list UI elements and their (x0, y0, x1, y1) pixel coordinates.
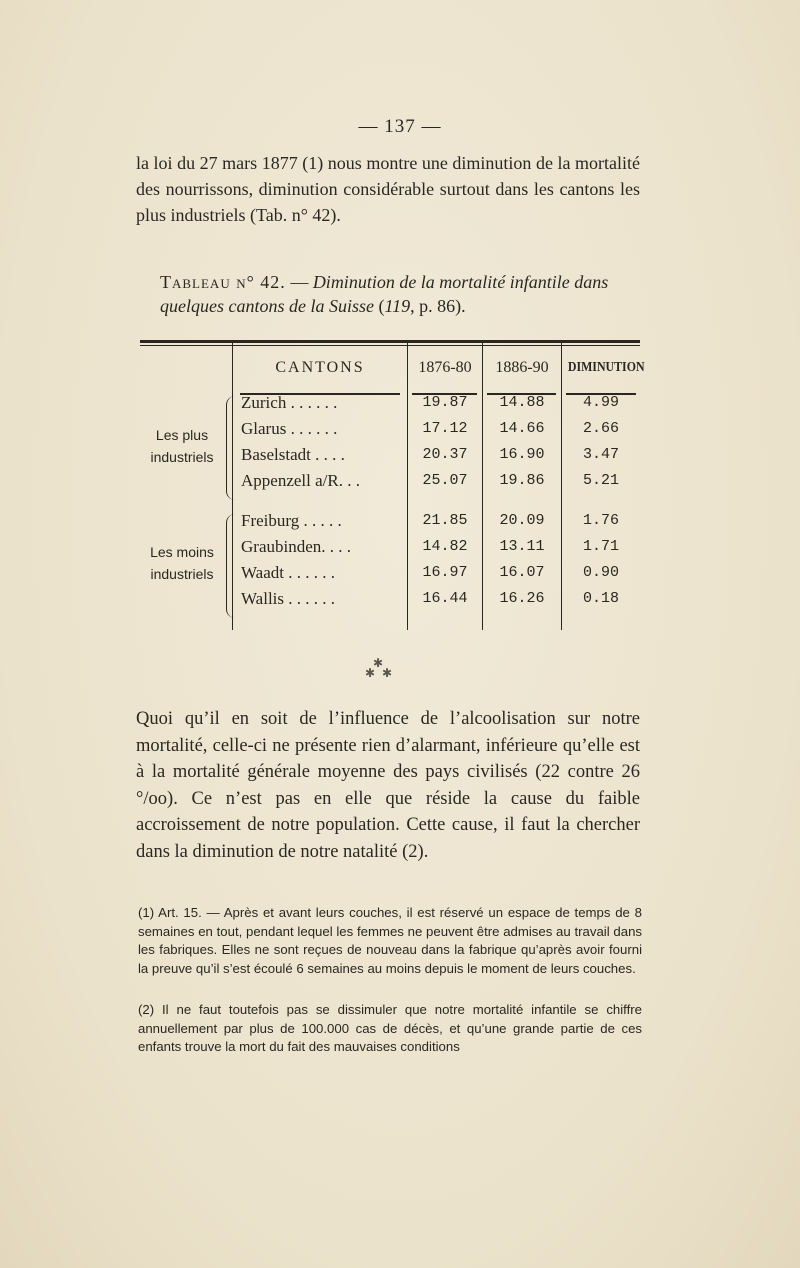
group-label-line: Les plus (155, 427, 209, 443)
cell-1886-90: 13.11 (499, 538, 545, 555)
footnote-2: (2) Il ne faut toutefois pas se dissimuler que notre mortalité infantile se chiffre annuellement par plus de 100.000 cas de décès, et qu’une grande partie de ces enfants trouve la mort du fait des mauvaises conditions (138, 1002, 642, 1055)
table-row (140, 586, 640, 612)
cell-1876-80: 19.87 (422, 394, 468, 411)
caption-dash: — (285, 272, 313, 292)
caption-ref-number: 119 (384, 296, 411, 316)
caption-ref-rest: , p. 86). (410, 296, 466, 316)
header-cantons: CANTONS (275, 359, 365, 376)
mortality-table (140, 340, 645, 630)
cell-1886-90: 14.88 (499, 394, 545, 411)
header-period-1: 1876-80 (418, 359, 472, 376)
group-label-line: industriels (150, 566, 214, 582)
table-row (140, 534, 640, 560)
cell-diminution: 0.90 (582, 564, 619, 581)
table-top-rule (140, 340, 640, 343)
table-row (140, 468, 640, 494)
cell-1876-80: 17.12 (422, 420, 468, 437)
footnote-1: (1) Art. 15. — Après et avant leurs couches, il est réservé un espace de temps de 8 semaines en tout, pendant lequel les femmes ne peuvent être admises au travail dans les fabriques. Elles ne sont reçues de nouveau dans la fabrique qu’après avoir fourni la preuve qu’il s’est écoulé 6 semaines au moins depuis le moment de leurs couches. (138, 905, 642, 976)
table-caption (160, 270, 640, 318)
cell-1886-90: 16.90 (499, 446, 545, 463)
table-top-rule-thin (140, 345, 640, 346)
cell-1876-80: 25.07 (422, 472, 468, 489)
group-label-line: Les moins (150, 544, 214, 560)
caption-title: Diminution de la mortalité infantile dans quelques cantons de la Suisse (160, 272, 609, 316)
cell-1886-90: 16.07 (499, 564, 545, 581)
canton-name: Waadt . . . . . . (241, 563, 335, 582)
table-row (140, 442, 640, 468)
table-row (140, 416, 640, 442)
cell-1886-90: 19.86 (499, 472, 545, 489)
caption-ref-open: ( (373, 296, 385, 316)
cell-1886-90: 16.26 (499, 590, 545, 607)
cell-diminution: 3.47 (582, 446, 619, 463)
cell-diminution: 5.21 (582, 472, 619, 489)
canton-name: Graubinden. . . . (241, 537, 352, 556)
canton-name: Glarus . . . . . . (241, 419, 338, 438)
cell-diminution: 1.76 (582, 512, 619, 529)
canton-name: Wallis . . . . . . (241, 589, 336, 608)
cell-1876-80: 16.44 (422, 590, 468, 607)
asterism-separator (360, 656, 400, 686)
header-period-2: 1886-90 (495, 359, 549, 376)
cell-1876-80: 16.97 (422, 564, 468, 581)
cell-diminution: 2.66 (582, 420, 619, 437)
canton-name: Baselstadt . . . . (241, 445, 345, 464)
group-label-line: industriels (150, 449, 214, 465)
main-paragraph: Quoi qu’il en soit de l’influence de l’alcoolisation sur notre mortalité, celle-ci ne présente rien d’alarmant, inférieure qu’elle est à la mortalité générale moyenne des pays civilisés (22 contre 26 °/oo). Ce n’est pas en elle que réside la cause du faible accroissement de notre population. Cette cause, il faut la chercher dans la diminution de notre natalité (2). (136, 709, 640, 862)
caption-label: Tableau n° 42. (160, 272, 286, 292)
canton-name: Appenzell a/R. . . (241, 471, 360, 490)
asterisk-glyph: ✱ (365, 666, 376, 680)
asterisk-glyph: ✱ (382, 666, 393, 680)
intro-paragraph: la loi du 27 mars 1877 (1) nous montre une diminution de la mortalité des nourrissons, diminution considérable surtout dans les cantons les plus industriels (Tab. n° 42). (136, 153, 640, 225)
table-row (140, 390, 640, 416)
cell-1876-80: 14.82 (422, 538, 468, 555)
canton-name: Freiburg . . . . . (241, 511, 342, 530)
page-number: — 137 — (358, 116, 442, 137)
cell-1886-90: 14.66 (499, 420, 545, 437)
table-row (140, 508, 640, 534)
cell-diminution: 4.99 (582, 394, 619, 411)
asterisk-glyph: ✱ (373, 656, 384, 670)
cell-1886-90: 20.09 (499, 512, 545, 529)
cell-1876-80: 21.85 (422, 512, 468, 529)
cell-diminution: 0.18 (582, 590, 619, 607)
cell-1876-80: 20.37 (422, 446, 468, 463)
cell-diminution: 1.71 (582, 538, 619, 555)
canton-name: Zurich . . . . . . (241, 393, 338, 412)
header-diminution: DIMINUTION (567, 360, 645, 375)
table-row (140, 560, 640, 586)
